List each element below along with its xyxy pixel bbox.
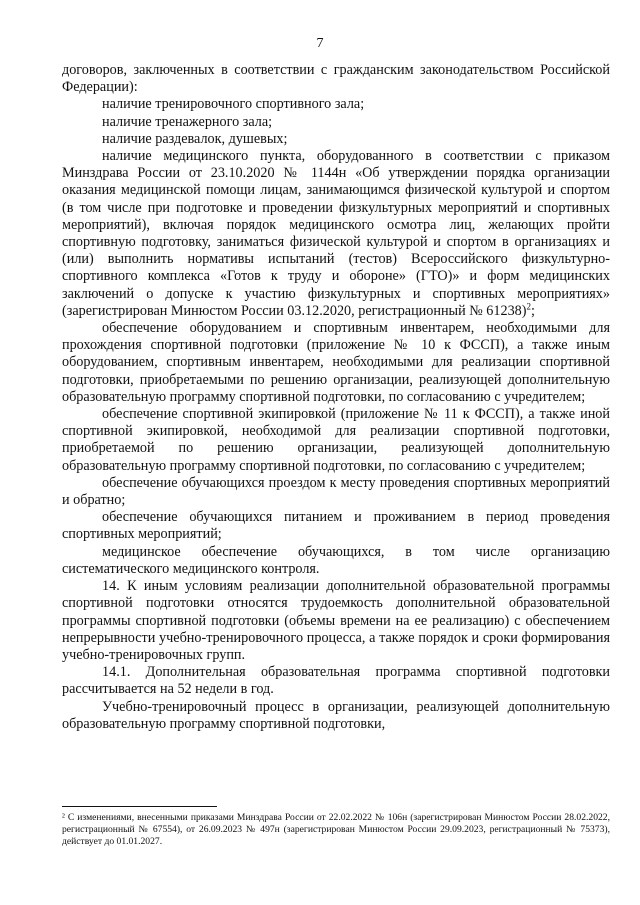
paragraph: Учебно-тренировочный процесс в организации, реализующей дополнительную образовательную программу спортивной подготовки,	[62, 698, 610, 732]
paragraph: обеспечение обучающихся проездом к месту проведения спортивных мероприятий и обратно;	[62, 474, 610, 509]
footnote-marker[interactable]: 2	[526, 301, 532, 312]
page-number: 7	[316, 36, 324, 51]
paragraph: наличие тренировочного спортивного зала;	[102, 96, 365, 113]
footnote-divider	[62, 806, 217, 807]
paragraph: обеспечение оборудованием и спортивным инвентарем, необходимыми для прохождения спортивной подготовки (приложение № 10 к ФССП), а также иным оборудованием, спортивным инвентарем, необходимыми для реализации спортивной подготовки, приобретаемыми по решению организации, реализующей дополнительную образовательную программу спортивной подготовки, по согласованию с учредителем;	[62, 320, 610, 405]
paragraph: наличие тренажерного зала;	[102, 113, 273, 130]
paragraph: договоров, заключенных в соответствии с гражданским законодательством Российской Федерации):	[62, 62, 610, 96]
paragraph-tail: ;	[531, 302, 535, 319]
paragraph: 14.1. Дополнительная образовательная программа спортивной подготовки рассчитывается на 52 недели в год.	[62, 664, 610, 698]
document-body	[62, 62, 610, 733]
paragraph-with-footnote	[62, 148, 610, 320]
footnote: ² С изменениями, внесенными приказами Минздрава России от 22.02.2022 № 106н (зарегистрирован Минюстом России 28.02.2022, регистрационный № 67554), от 26.09.2023 № 497н (зарегистрирован Минюстом России 29.09.2023, регистрационный № 75373), действует до 01.01.2027.	[62, 812, 610, 848]
paragraph: медицинское обеспечение обучающихся, в том числе организацию систематического медицинского контроля.	[62, 543, 610, 577]
paragraph: наличие раздевалок, душевых;	[102, 130, 288, 147]
paragraph: обеспечение спортивной экипировкой (приложение № 11 к ФССП), а также иной спортивной экипировкой, необходимой для реализации спортивной подготовки, приобретаемой по решению организации, реализующей дополнительную образовательную программу спортивной подготовки, по согласованию с учредителем;	[62, 406, 610, 474]
paragraph-text: наличие медицинского пункта, оборудованного в соответствии с приказом Минздрава России от 23.10.2020 № 1144н «Об утверждении порядка организации оказания медицинской помощи лицам, занимающимся физической культурой и спортом (в том числе при подготовке и проведении физкультурных мероприятий и спортивных мероприятий), включая порядок медицинского осмотра лиц, желающих пройти спортивную подготовку, заниматься физической культурой и спортом в организациях и (или) выполнить нормативы испытаний (тестов) Всероссийского физкультурно-спортивного комплекса «Готов к труду и обороне» (ГТО)» и форм медицинских заключений о допуске к участию физкультурных и спортивных мероприятиях» (зарегистрирован Минюстом России 03.12.2020, регистрационный № 61238)	[62, 148, 610, 319]
paragraph: 14. К иным условиям реализации дополнительной образовательной программы спортивной подготовки относятся трудоемкость дополнительной образовательной программы спортивной подготовки (объемы времени на ее реализацию) с обеспечением непрерывности учебно-тренировочного процесса, а также порядок и сроки формирования учебно-тренировочных групп.	[62, 578, 610, 663]
paragraph: обеспечение обучающихся питанием и проживанием в период проведения спортивных мероприятий;	[62, 509, 610, 543]
